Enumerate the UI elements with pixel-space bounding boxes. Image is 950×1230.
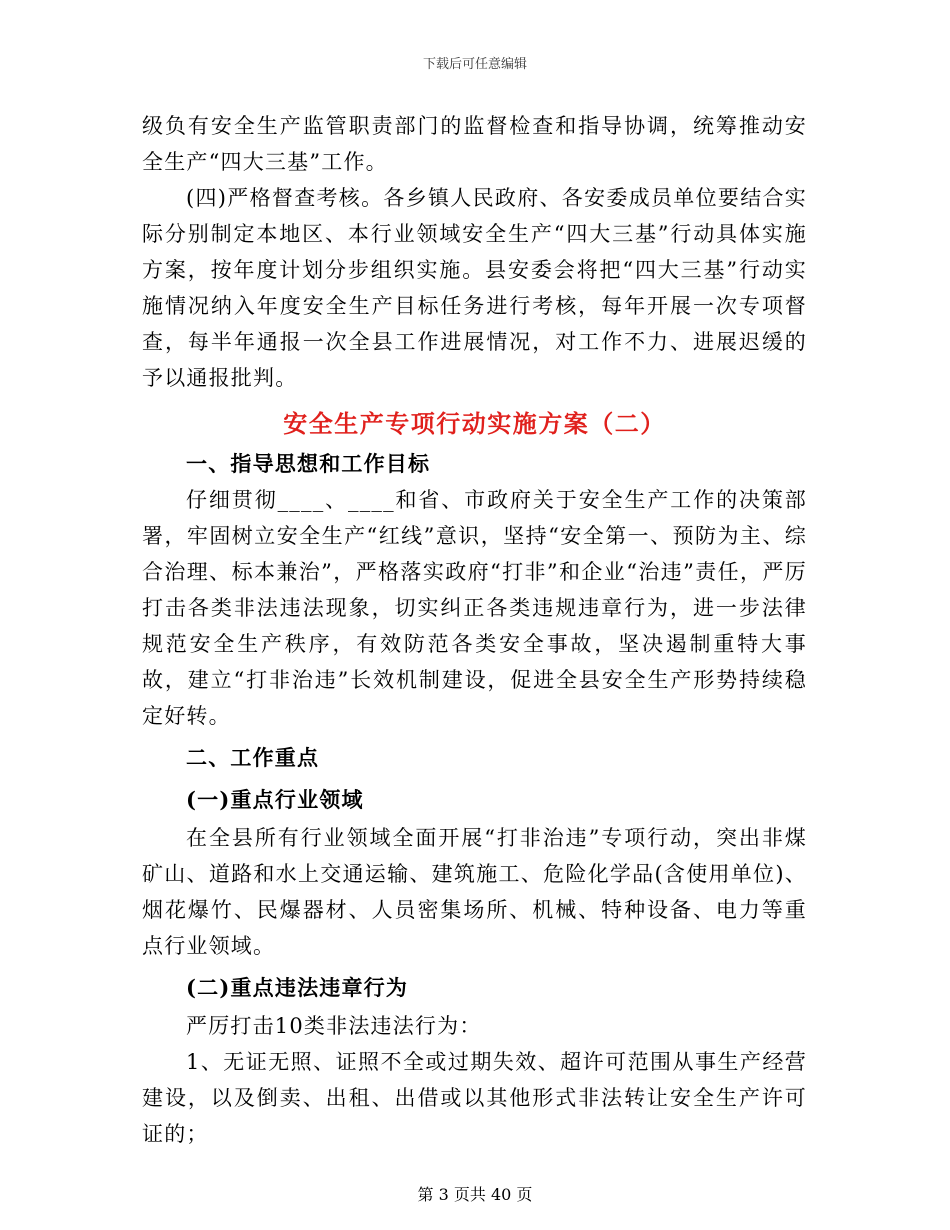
heading-work-focus: 二、工作重点 — [186, 745, 320, 770]
paragraph-continued: 级负有安全生产监管职责部门的监督检查和指导协调，统筹推动安全生产“四大三基”工作。 — [142, 114, 807, 174]
subheading-key-violations: (二)重点违法违章行为 — [186, 975, 409, 1000]
paragraph-violations-intro: 严厉打击10类非法违法行为： — [186, 1014, 482, 1038]
heading-guiding-thought: 一、指导思想和工作目标 — [186, 451, 431, 476]
paragraph-supervision: (四)严格督查考核。各乡镇人民政府、各安委成员单位要结合实际分别制定本地区、本行业领域安全生产“四大三基”行动具体实施方案，按年度计划分步组织实施。县安委会将把“四大三基”行动实施情况纳入年度安全生产目标任务进行考核，每年开展一次专项督查，每半年通报一次全县工作进展情况，对工作不力、进展迟缓的予以通报批判。 — [142, 186, 807, 390]
paragraph-key-industries: 在全县所有行业领域全面开展“打非治违”专项行动，突出非煤矿山、道路和水上交通运输、建筑施工、危险化学品(含使用单位)、烟花爆竹、民爆器材、人员密集场所、机械、特种设备、电力等重点行业领域。 — [142, 826, 807, 958]
paragraph-guiding-thought: 仔细贯彻____、____和省、市政府关于安全生产工作的决策部署，牢固树立安全生产“红线”意识，坚持“安全第一、预防为主、综合治理、标本兼治”，严格落实政府“打非”和企业“治违”责任，严厉打击各类非法违法现象，切实纠正各类违规违章行为，进一步法律规范安全生产秩序，有效防范各类安全事故，坚决遏制重特大事故，建立“打非治违”长效机制建设，促进全县安全生产形势持续稳定好转。 — [142, 488, 807, 728]
subheading-key-industries: (一)重点行业领域 — [186, 787, 364, 812]
document-body — [142, 108, 807, 1152]
page-header-note: 下载后可任意编辑 — [422, 57, 527, 72]
page-footer-number: 第 3 页共 40 页 — [417, 1185, 533, 1204]
section-title: 安全生产专项行动实施方案（二） — [283, 409, 666, 438]
list-item-1: 1、无证无照、证照不全或过期失效、超许可范围从事生产经营建设，以及倒卖、出租、出借或以其他形式非法转让安全生产许可证的； — [142, 1050, 807, 1146]
